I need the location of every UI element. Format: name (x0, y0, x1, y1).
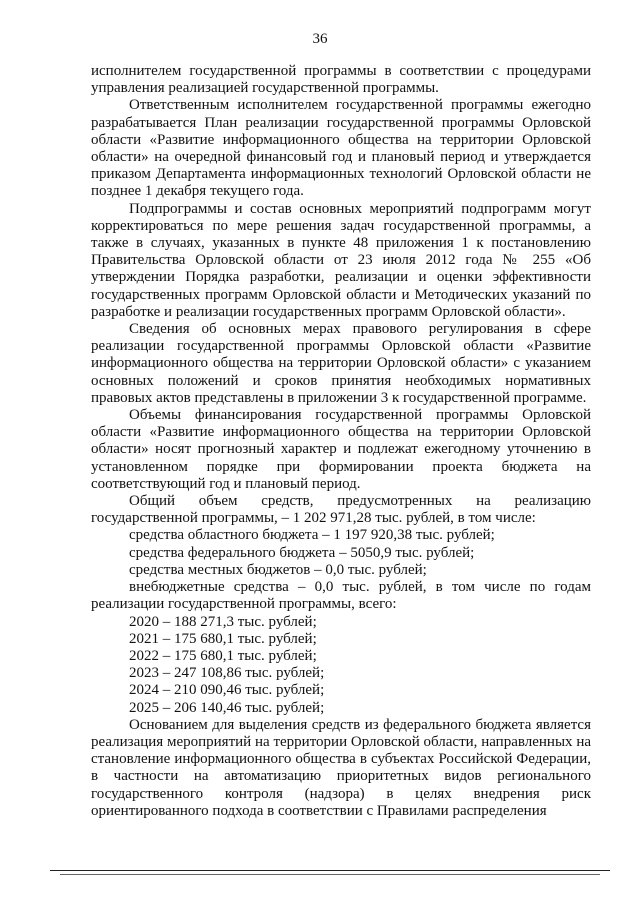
paragraph-8: Основанием для выделения средств из федерального бюджета является реализация мероприятий на территории Орловской области, направленных на становление информационного общества в субъектах Российской Федерации, в частности на автоматизацию приоритетных видов регионального государственного контроля (надзора) в целях внедрения риск ориентированного подхода в соответствии с Правилами распределения (91, 716, 591, 819)
year-line: 2025 – 206 140,46 тыс. рублей; (129, 699, 325, 716)
paragraph-3: Подпрограммы и состав основных мероприятий подпрограмм могут корректироваться по мере решения задач государственной программы, а также в случаях, указанных в пункте 48 приложения 1 к постановлению Правительства Орловской области от 23 июля 2012 года № 255 «Об утверждении Порядка разработки, реализации и оценки эффективности государственных программ Орловской области и Методических указаний по разработке и реализации государственных программ Орловской области». (91, 200, 591, 320)
paragraph-1: исполнителем государственной программы в соответствии с процедурами управления реализацией государственной программы. (91, 63, 591, 97)
year-line: 2021 – 175 680,1 тыс. рублей; (129, 630, 317, 647)
page-number: 36 (312, 31, 328, 47)
paragraph-2: Ответственным исполнителем государственной программы ежегодно разрабатывается План реализации государственной программы Орловской области «Развитие информационного общества на территории Орловской области» на очередной финансовый год и плановый период и утверждается приказом Департамента информационных технологий Орловской области не позднее 1 декабря текущего года. (91, 97, 591, 200)
paragraph-5: Объемы финансирования государственной программы Орловской области «Развитие информационного общества на территории Орловской области» носят прогнозный характер и подлежат ежегодному уточнению в установленном порядке при формировании проекта бюджета на соответствующий год и плановый период. (91, 407, 591, 492)
local-budget-line: средства местных бюджетов – 0,0 тыс. рублей; (129, 561, 427, 578)
paragraph-4: Сведения об основных мерах правового регулирования в сфере реализации государственной программы Орловской области «Развитие информационного общества на территории Орловской области» с указанием основных положений и сроков принятия необходимых нормативных правовых актов представлены в приложении 3 к государственной программе. (91, 321, 591, 406)
document-body (91, 63, 591, 820)
footer-rule-secondary (60, 874, 600, 875)
year-line: 2020 – 188 271,3 тыс. рублей; (129, 613, 317, 630)
paragraph-7: внебюджетные средства – 0,0 тыс. рублей, в том числе по годам реализации государственной программы, всего: (91, 579, 591, 613)
year-line: 2024 – 210 090,46 тыс. рублей; (129, 682, 325, 699)
year-line: 2023 – 247 108,86 тыс. рублей; (129, 665, 325, 682)
federal-budget-line: средства федерального бюджета – 5050,9 тыс. рублей; (129, 544, 475, 561)
regional-budget-line: средства областного бюджета – 1 197 920,38 тыс. рублей; (129, 527, 495, 544)
year-line: 2022 – 175 680,1 тыс. рублей; (129, 647, 317, 664)
paragraph-6: Общий объем средств, предусмотренных на реализацию государственной программы, – 1 202 971,28 тыс. рублей, в том числе: (91, 493, 591, 527)
footer-rule (50, 870, 610, 871)
